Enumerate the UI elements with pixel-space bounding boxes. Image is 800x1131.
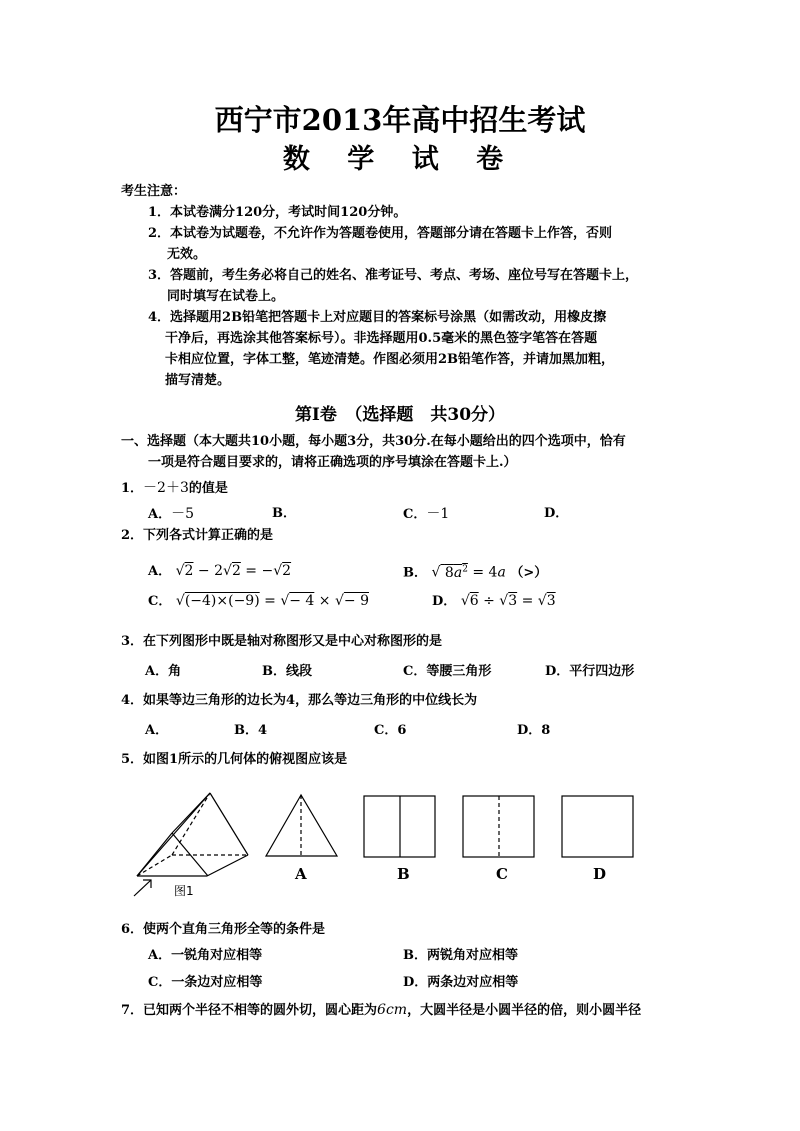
part1-instructions-cont: 一项是符合题目要求的，请将正确选项的序号填涂在答题卡上.） [148, 455, 517, 470]
q4-option-d: D．8 [517, 723, 551, 738]
arrow-icon [134, 880, 151, 896]
option-c-figure [463, 796, 534, 857]
q6-option-c: C．一条边对应相等 [148, 975, 263, 990]
q6-stem: 6．使两个直角三角形全等的条件是 [121, 922, 326, 937]
notice-item-4: 4．选择题用2B铅笔把答题卡上对应题目的答案标号涂黑（如需改动，用橡皮擦 [148, 310, 607, 325]
q1-option-c: C．－1 [403, 506, 450, 522]
q1-expression: －2＋3 [143, 480, 189, 496]
option-d-figure [562, 796, 633, 857]
q7-distance: 6cm [377, 1002, 408, 1018]
q3-option-d: D．平行四边形 [545, 664, 635, 679]
notice-item-4-cont3: 描写清楚。 [165, 373, 231, 388]
page-subtitle: 数 学 试 卷 [282, 144, 518, 175]
q6-option-b: B．两锐角对应相等 [403, 948, 518, 963]
q3-option-c: C．等腰三角形 [403, 664, 492, 679]
q1-option-a: A．－5 [148, 506, 195, 522]
q4-option-a: A． [145, 723, 169, 738]
option-a-figure [266, 795, 337, 856]
page-title: 西宁市2013年高中招生考试 [214, 103, 586, 137]
q6-option-d: D．两条边对应相等 [403, 975, 519, 990]
notice-item-3: 3．答题前，考生务必将自己的姓名、准考证号、考点、考场、座位号写在答题卡上， [148, 268, 639, 283]
q3-option-a: A．角 [145, 664, 182, 679]
q1-option-d: D． [544, 506, 569, 521]
q3-stem: 3．在下列图形中既是轴对称图形又是中心对称图形的是 [121, 634, 443, 649]
notice-item-2: 2．本试卷为试题卷，不允许作为答题卷使用，答题部分请在答题卡上作答，否则 [148, 226, 613, 241]
notice-heading: 考生注意： [121, 184, 187, 199]
q7-stem: 7．已知两个半径不相等的圆外切，圆心距为6cm，大圆半径是小圆半径的倍，则小圆半径 [121, 1002, 642, 1018]
section-heading: 第Ⅰ卷 （选择题 共30分） [294, 405, 506, 425]
q4-stem: 4．如果等边三角形的边长为4，那么等边三角形的中位线长为 [121, 693, 478, 708]
q1-stem: 1．－2＋3的值是 [121, 480, 228, 496]
figure-label-b: B [397, 865, 410, 883]
prism-figure [137, 793, 248, 876]
q2-option-a: A． √2 − 2√2 = −√2 [148, 563, 292, 579]
q2-option-d: D． √6 ÷ √3 = √3 [432, 593, 556, 609]
option-b-figure [364, 796, 435, 857]
q3-option-b: B．线段 [262, 664, 312, 679]
q6-option-a: A．一锐角对应相等 [148, 948, 263, 963]
figure-1-caption: 图1 [174, 884, 194, 898]
figure-label-c: C [496, 865, 508, 883]
q2-stem: 2．下列各式计算正确的是 [121, 528, 274, 543]
notice-item-1: 1．本试卷满分120分，考试时间120分钟。 [148, 205, 407, 220]
q5-stem: 5．如图1所示的几何体的俯视图应该是 [121, 752, 348, 767]
figure-label-a: A [295, 865, 307, 883]
notice-item-4-cont1: 干净后，再选涂其他答案标号）。非选择题用0.5毫米的黑色签字笔答在答题 [165, 331, 598, 346]
q1-option-b: B． [272, 506, 296, 521]
notice-item-3-cont: 同时填写在试卷上。 [167, 289, 285, 304]
q4-option-c: C．6 [374, 723, 407, 738]
q4-option-b: B．4 [234, 723, 268, 738]
notice-item-2-cont: 无效。 [167, 247, 207, 262]
part1-instructions: 一、选择题（本大题共10小题，每小题3分，共30分.在每小题给出的四个选项中，恰有 [121, 434, 626, 449]
q2-option-b: B． √ $8a^2 = 4a$ （>） [403, 564, 548, 581]
figure-label-d: D [593, 865, 607, 883]
q2-option-c: C． √(−4)×(−9) = √− 4 × √− 9 [148, 593, 369, 609]
notice-item-4-cont2: 卡相应位置，字体工整，笔迹清楚。作图必须用2B铅笔作答，并请加黑加粗， [165, 352, 615, 367]
